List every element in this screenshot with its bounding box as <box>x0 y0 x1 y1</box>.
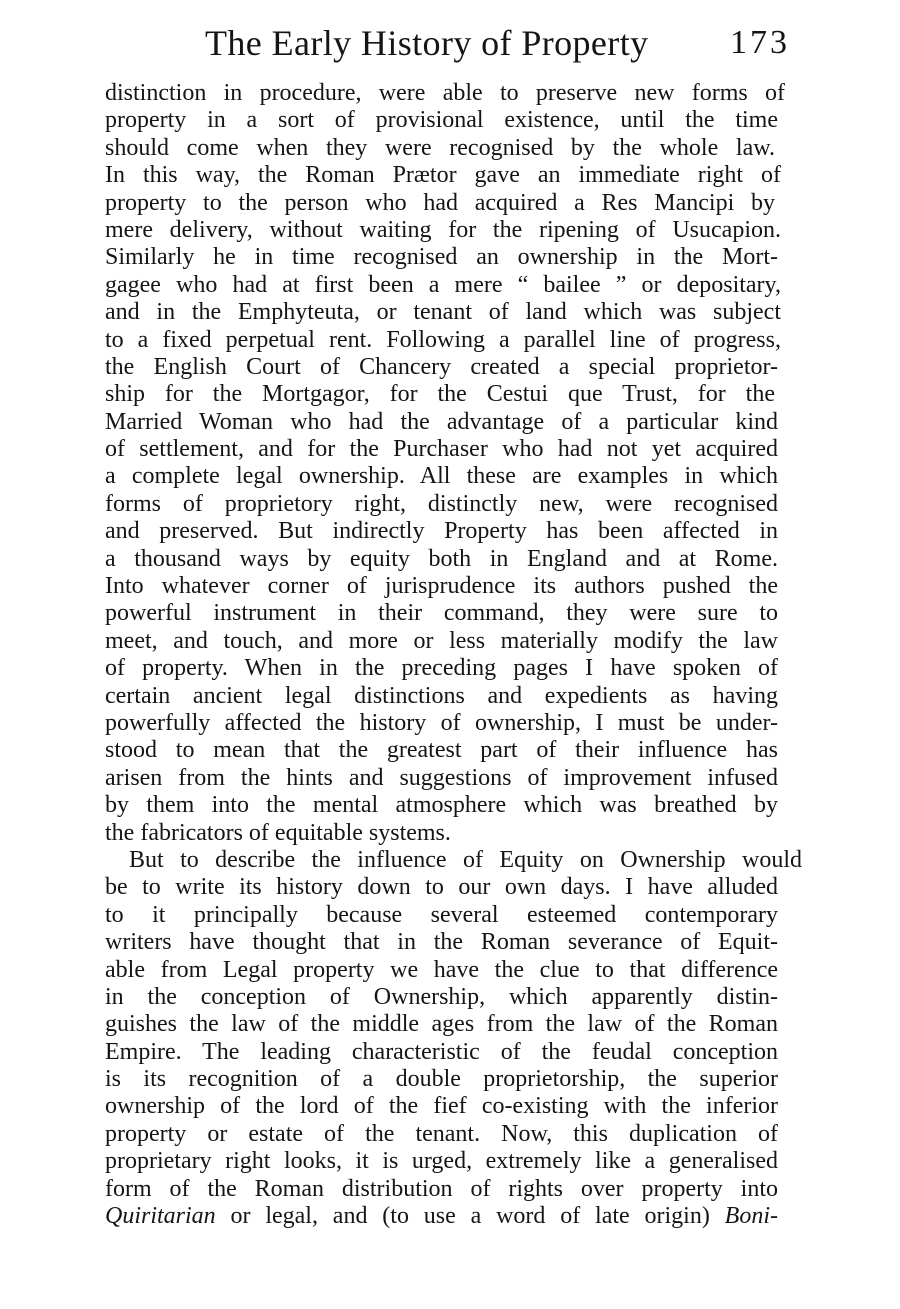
text-line: a thousand ways by equity both in England and at Rome. <box>105 545 778 572</box>
text-line: stood to mean that the greatest part of their influence has <box>105 737 778 764</box>
text-line: arisen from the hints and suggestions of improvement infused <box>105 764 778 791</box>
text-line: be to write its history down to our own days. I have alluded <box>105 874 778 901</box>
text-line: form of the Roman distribution of rights over property into <box>105 1175 778 1202</box>
text-fragment: or legal, and (to use a word of late origin) <box>215 1203 725 1230</box>
italic-term: Quiritarian <box>105 1203 216 1230</box>
text-line: Married Woman who had the advantage of a particular kind <box>105 408 778 435</box>
text-line: and in the Emphyteuta, or tenant of land which was subject <box>105 299 781 326</box>
paragraph-last-line: the fabricators of equitable systems. <box>105 819 451 846</box>
text-line: is its recognition of a double proprietorship, the superior <box>105 1066 778 1093</box>
text-line: to it principally because several esteemed contemporary <box>105 901 778 928</box>
text-line: guishes the law of the middle ages from the law of the Roman <box>105 1011 778 1038</box>
paragraph-first-line: But to describe the influence of Equity on Ownership would <box>129 846 802 873</box>
body-text <box>105 80 802 1230</box>
text-line: Into whatever corner of jurisprudence its authors pushed the <box>105 573 778 600</box>
text-line: powerful instrument in their command, they were sure to <box>105 600 778 627</box>
text-line: writers have thought that in the Roman severance of Equit- <box>105 929 778 956</box>
text-line: forms of proprietory right, distinctly new, were recognised <box>105 490 778 517</box>
text-line: a complete legal ownership. All these are examples in which <box>105 463 778 490</box>
text-line-final <box>105 1203 778 1230</box>
text-line: to a fixed perpetual rent. Following a parallel line of progress, <box>105 326 781 353</box>
page-number: 173 <box>730 24 790 61</box>
running-title: The Early History of Property <box>205 23 649 63</box>
text-line: of settlement, and for the Purchaser who had not yet acquired <box>105 436 778 463</box>
text-line: proprietary right looks, it is urged, extremely like a generalised <box>105 1148 778 1175</box>
text-line: Empire. The leading characteristic of the feudal conception <box>105 1038 778 1065</box>
text-line: powerfully affected the history of ownership, I must be under- <box>105 709 778 736</box>
running-head <box>205 22 790 72</box>
text-line: ship for the Mortgagor, for the Cestui que Trust, for the <box>105 381 775 408</box>
text-line: Similarly he in time recognised an ownership in the Mort- <box>105 244 778 271</box>
text-line: mere delivery, without waiting for the ripening of Usucapion. <box>105 216 781 243</box>
text-line: and preserved. But indirectly Property has been affected in <box>105 518 778 545</box>
text-line: property or estate of the tenant. Now, this duplication of <box>105 1120 778 1147</box>
text-line: property to the person who had acquired a Res Mancipi by <box>105 189 775 216</box>
text-line: of property. When in the preceding pages I have spoken of <box>105 655 778 682</box>
text-line: ownership of the lord of the fief co-existing with the inferior <box>105 1093 778 1120</box>
text-line: should come when they were recognised by the whole law. <box>105 134 775 161</box>
text-line: distinction in procedure, were able to preserve new forms of <box>105 80 785 106</box>
text-line: able from Legal property we have the clue to that difference <box>105 956 778 983</box>
italic-term: Boni- <box>724 1203 778 1230</box>
text-line: In this way, the Roman Prætor gave an immediate right of <box>105 162 781 189</box>
text-line: by them into the mental atmosphere which was breathed by <box>105 792 778 819</box>
text-line: in the conception of Ownership, which apparently distin- <box>105 983 778 1010</box>
text-line: meet, and touch, and more or less materially modify the law <box>105 627 778 654</box>
text-line: property in a sort of provisional existence, until the time <box>105 107 778 134</box>
text-line: the English Court of Chancery created a special proprietor- <box>105 353 778 380</box>
text-line: gagee who had at first been a mere “ bailee ” or depositary, <box>105 271 781 298</box>
text-line: certain ancient legal distinctions and expedients as having <box>105 682 778 709</box>
